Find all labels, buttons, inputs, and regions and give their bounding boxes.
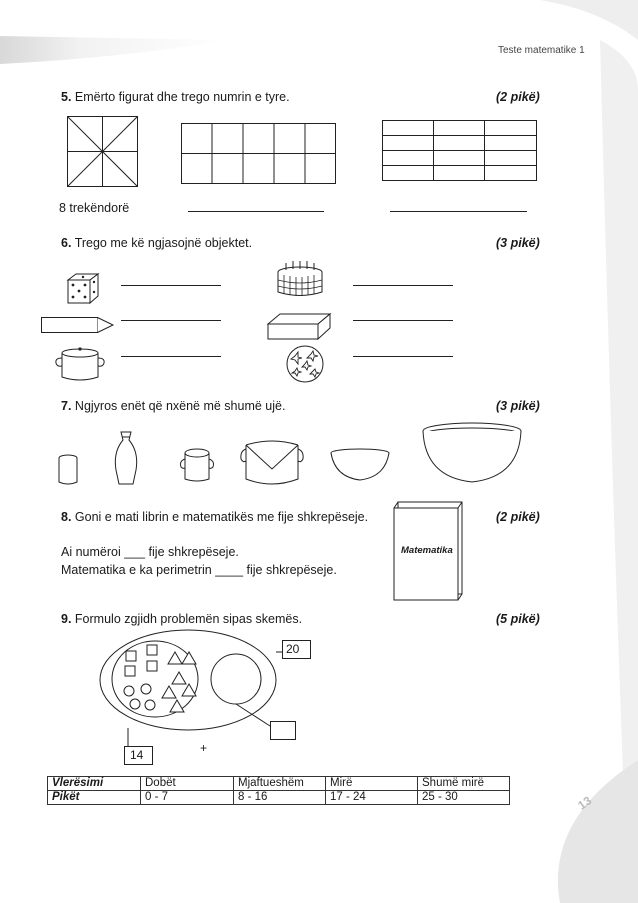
q6-line-cake[interactable] — [353, 285, 453, 286]
q8-text: Goni e mati librin e matematikës me fije shkrepëseje. — [74, 510, 369, 524]
q6-number: 6. — [61, 236, 72, 250]
q6-points: (3 pikë) — [496, 236, 540, 250]
q8-number: 8. — [61, 510, 72, 524]
header-title: Teste matematike 1 — [498, 45, 585, 56]
pencil-icon — [41, 315, 117, 335]
large-bowl-icon[interactable] — [421, 421, 525, 487]
q8-line-2: Matematika e ka perimetrin ____ fije shkrepëseje. — [61, 563, 337, 577]
table-cell: Dobët — [141, 777, 234, 791]
ball-icon — [285, 344, 327, 386]
table-row — [48, 791, 510, 805]
book-label: Matematika — [401, 545, 453, 556]
plus-sign: + — [200, 741, 208, 755]
q9-prompt — [61, 612, 302, 626]
q7-prompt — [61, 399, 285, 413]
cup-icon[interactable] — [57, 453, 81, 487]
vase-icon[interactable] — [111, 430, 141, 488]
q5-text: Emërto figurat dhe trego numrin e tyre. — [74, 90, 290, 104]
score-table — [47, 776, 510, 805]
q5-answer-line-2[interactable] — [188, 211, 324, 212]
table-cell: 25 - 30 — [418, 791, 510, 805]
q6-line-pot[interactable] — [121, 356, 221, 357]
box-top-value: 20 — [282, 640, 311, 659]
q8-line-1: Ai numëroi ___ fije shkrepëseje. — [61, 545, 239, 559]
table-cell: Mirë — [326, 777, 418, 791]
q8-points: (2 pikë) — [496, 510, 540, 524]
table-cell: Shumë mirë — [418, 777, 510, 791]
page-number: 13 — [575, 793, 595, 813]
q9-number: 9. — [61, 612, 72, 626]
large-pot-icon[interactable] — [240, 433, 304, 489]
birthday-cake-icon — [276, 258, 328, 298]
q7-text: Ngjyros enët që nxënë më shumë ujë. — [74, 399, 286, 413]
table-cell: Mjaftueshëm — [234, 777, 326, 791]
q5-answer-1: 8 trekëndorë — [59, 201, 130, 215]
q6-line-pencil[interactable] — [121, 320, 221, 321]
q5-answer-line-3[interactable] — [390, 211, 527, 212]
table-cell: 8 - 16 — [234, 791, 326, 805]
q8-prompt — [61, 510, 368, 524]
q7-points: (3 pikë) — [496, 399, 540, 413]
grid-of-squares — [181, 123, 337, 185]
table-row — [48, 777, 510, 791]
table-cell: Vlerësimi — [48, 777, 141, 791]
q9-text: Formulo zgjidh problemën sipas skemës. — [74, 612, 303, 626]
q6-line-dice[interactable] — [121, 285, 221, 286]
dice-icon — [64, 272, 100, 308]
small-pot-icon[interactable] — [177, 445, 217, 485]
box-bottom-value: 14 — [124, 746, 153, 765]
q6-prompt — [61, 236, 252, 250]
table-cell: 17 - 24 — [326, 791, 418, 805]
table-cell: 0 - 7 — [141, 791, 234, 805]
box-icon — [266, 312, 332, 342]
q6-line-box[interactable] — [353, 320, 453, 321]
q5-prompt — [61, 90, 290, 104]
table-cell: Pikët — [48, 791, 141, 805]
q5-number: 5. — [61, 90, 72, 104]
square-with-triangles — [67, 116, 139, 188]
shallow-bowl-icon[interactable] — [329, 447, 393, 487]
q5-points: (2 pikë) — [496, 90, 540, 104]
q9-points: (5 pikë) — [496, 612, 540, 626]
answer-box-right[interactable] — [270, 721, 296, 740]
grid-of-rectangles — [382, 120, 538, 182]
q7-number: 7. — [61, 399, 72, 413]
pot-icon — [54, 345, 108, 381]
q6-line-ball[interactable] — [353, 356, 453, 357]
q6-text: Trego me kë ngjasojnë objektet. — [74, 236, 253, 250]
